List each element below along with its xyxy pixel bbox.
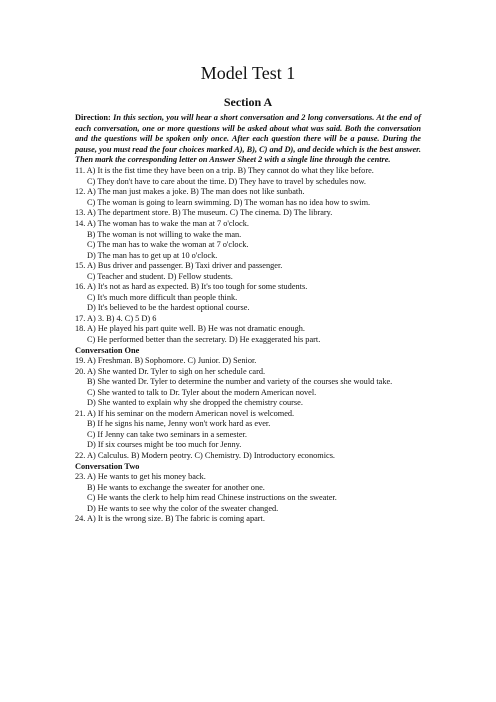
option-line: C) He wants the clerk to help him read Chinese instructions on the sweater. (87, 493, 337, 503)
question-line: 12. A) The man just makes a joke. B) The man does not like sunbath. (75, 187, 305, 197)
direction-label: Direction: (75, 113, 111, 122)
question-line: 19. A) Freshman. B) Sophomore. C) Junior. D) Senior. (75, 356, 257, 366)
question-line: 20. A) She wanted Dr. Tyler to sigh on her schedule card. (75, 366, 266, 376)
section-heading: Section A (223, 95, 273, 109)
option-line: C) He performed better than the secretary. D) He exaggerated his part. (87, 334, 321, 344)
option-line: D) It's believed to be the hardest optional course. (87, 303, 250, 313)
option-line: B) If he signs his name, Jenny won't work hard as ever. (87, 419, 271, 429)
question-line: 14. A) The woman has to wake the man at 7 o'clock. (75, 218, 249, 228)
option-line: D) If six courses might be too much for Jenny. (87, 440, 242, 450)
option-line: C) She wanted to talk to Dr. Tyler about the modern American novel. (87, 387, 317, 397)
test-content (75, 113, 421, 525)
option-line: C) If Jenny can take two seminars in a semester. (87, 429, 247, 439)
question-line: 17. A) 3. B) 4. C) 5 D) 6 (75, 313, 157, 323)
question-line: 23. A) He wants to get his money back. (75, 472, 206, 482)
option-line: C) The man has to wake the woman at 7 o'clock. (87, 240, 249, 250)
option-line: C) They don't have to care about the time. D) They have to travel by schedules now. (87, 176, 366, 186)
direction-paragraph (75, 113, 421, 166)
conversation-heading: Conversation Two (75, 461, 140, 471)
option-line: B) She wanted Dr. Tyler to determine the number and variety of the courses she would take. (87, 377, 393, 387)
question-line: 11. A) It is the fist time they have been on a trip. B) They cannot do what they like before. (75, 166, 374, 176)
direction-text: In this section, you will hear a short conversation and 2 long conversations. At the end of each conversation, one or more questions will be asked about what was said. Both the conversation and the questions will be spoken only once. After each question there will be a pause. During the pause, you must read the four choices marked A), B), C) and D), and decide which is the best answer. Then mark the corresponding letter on Answer Sheet 2 with a single line through the centre. (75, 113, 421, 165)
question-line: 13. A) The department store. B) The museum. C) The cinema. D) The library. (75, 208, 333, 218)
page-title: Model Test 1 (200, 63, 296, 83)
option-line: C) It's much more difficult than people think. (87, 292, 238, 302)
question-line: 22. A) Calculus. B) Modern peotry. C) Chemistry. D) Introductory economics. (75, 451, 335, 460)
option-line: C) Teacher and student. D) Fellow students. (87, 271, 233, 281)
question-line: 15. A) Bus driver and passenger. B) Taxi driver and passenger. (75, 261, 283, 271)
option-line: D) The man has to get up at 10 o'clock. (87, 250, 218, 260)
question-line: 24. A) It is the wrong size. B) The fabric is coming apart. (75, 514, 265, 524)
question-line: 21. A) If his seminar on the modern American novel is welcomed. (75, 408, 295, 418)
question-line: 18. A) He played his part quite well. B) He was not dramatic enough. (75, 324, 305, 334)
conversation-heading: Conversation One (75, 345, 140, 355)
option-line: D) He wants to see why the color of the sweater changed. (87, 503, 279, 513)
option-line: D) She wanted to explain why she dropped the chemistry course. (87, 398, 303, 408)
question-list (75, 166, 421, 525)
question-line: 16. A) It's not as hard as expected. B) It's too tough for some students. (75, 282, 308, 292)
option-line: B) He wants to exchange the sweater for another one. (87, 482, 265, 492)
option-line: C) The woman is going to learn swimming. D) The woman has no idea how to swim. (87, 197, 371, 207)
option-line: B) The woman is not willing to wake the man. (87, 229, 242, 239)
